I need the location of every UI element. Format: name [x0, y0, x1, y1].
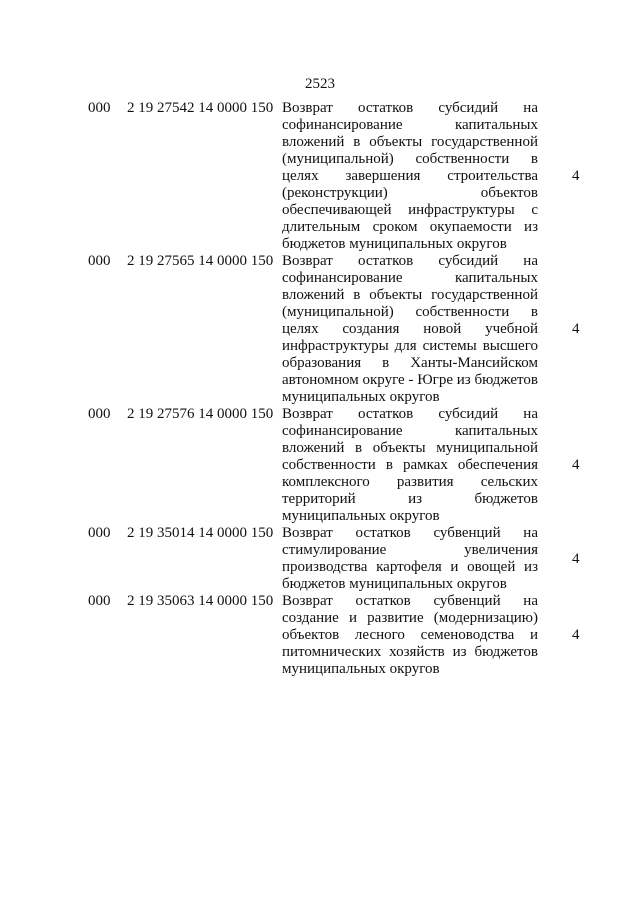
admin-code: 000 — [88, 406, 111, 422]
admin-code: 000 — [88, 525, 111, 541]
income-description: Возврат остатков субвенций на стимулирование увеличения производства картофеля и овощей из бюджетов муниципальных округов — [282, 525, 538, 592]
budget-code-table — [0, 100, 640, 678]
table-row — [0, 253, 640, 406]
budget-code: 2 19 27542 14 0000 150 — [127, 100, 274, 116]
admin-code: 000 — [88, 253, 111, 269]
norm-value: 4 — [572, 321, 580, 337]
norm-value: 4 — [572, 457, 580, 473]
income-description: Возврат остатков субсидий на софинансирование капитальных вложений в объекты государственной (муниципальной) собственности в целях создания новой учебной инфраструктуры для системы высшего образования в Ханты-Мансийском автономном округе - Югре из бюджетов муниципальных округов — [282, 253, 538, 405]
table-row — [0, 406, 640, 525]
income-description: Возврат остатков субсидий на софинансирование капитальных вложений в объекты муниципальной собственности в рамках обеспечения комплексного развития сельских территорий из бюджетов муниципальных округов — [282, 406, 538, 524]
budget-code: 2 19 35014 14 0000 150 — [127, 525, 274, 541]
norm-value: 4 — [572, 550, 580, 567]
table-row — [0, 525, 640, 593]
page-number: 2523 — [305, 76, 335, 92]
norm-value: 4 — [572, 168, 580, 184]
admin-code: 000 — [88, 100, 111, 116]
budget-code: 2 19 27576 14 0000 150 — [127, 406, 274, 422]
income-description: Возврат остатков субвенций на создание и развитие (модернизацию) объектов лесного семеноводства и питомнических хозяйств из бюджетов муниципальных округов — [282, 593, 538, 677]
income-description: Возврат остатков субсидий на софинансирование капитальных вложений в объекты государственной (муниципальной) собственности в целях завершения строительства (реконструкции) объектов обеспечивающей инфраструктуры с длительным сроком окупаемости из бюджетов муниципальных округов — [282, 100, 538, 252]
admin-code: 000 — [88, 593, 111, 609]
table-row — [0, 100, 640, 253]
norm-value: 4 — [572, 627, 580, 643]
budget-code: 2 19 27565 14 0000 150 — [127, 253, 274, 269]
table-row — [0, 593, 640, 678]
budget-code: 2 19 35063 14 0000 150 — [127, 593, 274, 609]
